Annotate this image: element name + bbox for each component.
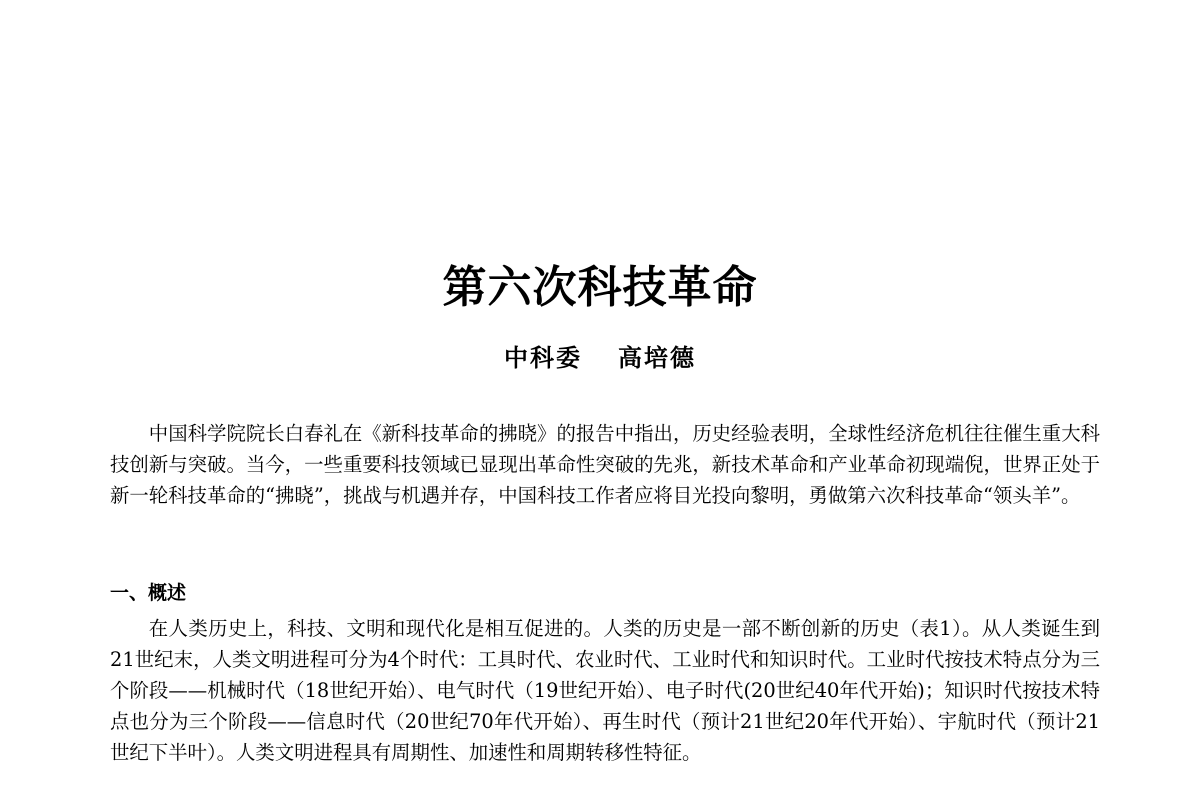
abstract-paragraph: 中国科学院院长白春礼在《新科技革命的拂晓》的报告中指出，历史经验表明，全球性经济危机往往催生重大科技创新与突破。当今，一些重要科技领域已显现出革命性突破的先兆，新技术革命和产业革命初现端倪，世界正处于新一轮科技革命的“拂晓”，挑战与机遇并存，中国科技工作者应将目光投向黎明，勇做第六次科技革命“领头羊”。 [110,422,1100,507]
author-1: 中科委 [504,343,582,372]
section-body-overview [110,613,1100,768]
paper-title: 第六次科技革命 [442,262,758,313]
body-paragraph: 在人类历史上，科技、文明和现代化是相互促进的。人类的历史是一部不断创新的历史（表1）。从人类诞生到21世纪末，人类文明进程可分为4个时代：工具时代、农业时代、工业时代和知识时代。工业时代按技术特点分为三个阶段——机械时代（18世纪开始）、电气时代（19世纪开始）、电子时代(20世纪40年代开始)；知识时代按技术特点也分为三个阶段——信息时代（20世纪70年代开始）、再生时代（预计21世纪20年代开始）、宇航时代（预计21世纪下半叶）。人类文明进程具有周期性、加速性和周期转移性特征。 [110,617,1100,764]
author-2: 高培德 [618,343,696,372]
abstract [110,418,1100,511]
author-line [0,340,1200,376]
section-heading-overview: 一、概述 [110,582,187,604]
